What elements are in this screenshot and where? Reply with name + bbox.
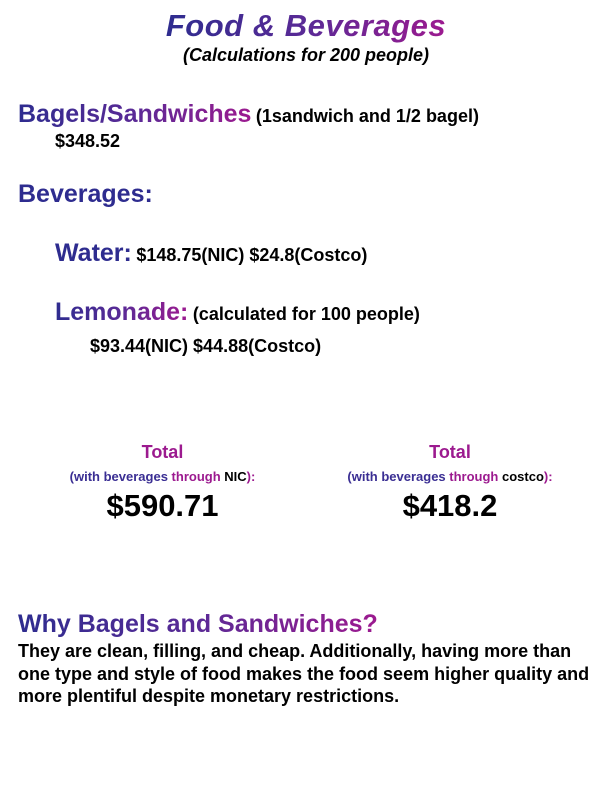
page-subtitle: (Calculations for 200 people) [182,45,430,65]
total-nic [20,442,305,524]
title-text: Food & Beverages [165,8,447,43]
lemonade-prices: $93.44(NIC) $44.88(Costco) [90,336,322,356]
water-row [55,239,367,268]
bagels-heading-row [18,100,479,129]
bagels-note: (1sandwich and 1/2 bagel) [255,106,479,126]
total-costco [305,442,595,524]
water-prices: $148.75(NIC) $24.8(Costco) [136,245,368,265]
lemonade-note: (calculated for 100 people) [192,304,420,324]
lemonade-label: Lemonade: [55,298,189,326]
page-title [0,8,612,44]
lemonade-row [55,298,420,327]
total-nic-label: Total [141,442,184,462]
total-nic-subtitle: (with beverages through NIC): [69,469,256,484]
total-costco-subtitle: (with beverages through costco): [347,469,553,484]
why-body: They are clean, filling, and cheap. Additionally, having more than one type and style of food makes the food seem higher quality and more plentiful despite monetary restrictions. [18,641,590,706]
bagels-heading: Bagels/Sandwiches [18,100,252,128]
why-heading-row [18,610,378,639]
total-costco-label: Total [429,442,471,462]
water-label: Water: [55,239,132,267]
why-heading: Why Bagels and Sandwiches? [18,610,378,638]
bagels-price: $348.52 [55,131,121,151]
total-costco-amount: $418.2 [402,488,498,523]
beverages-heading: Beverages: [18,180,153,208]
total-nic-amount: $590.71 [106,488,219,523]
